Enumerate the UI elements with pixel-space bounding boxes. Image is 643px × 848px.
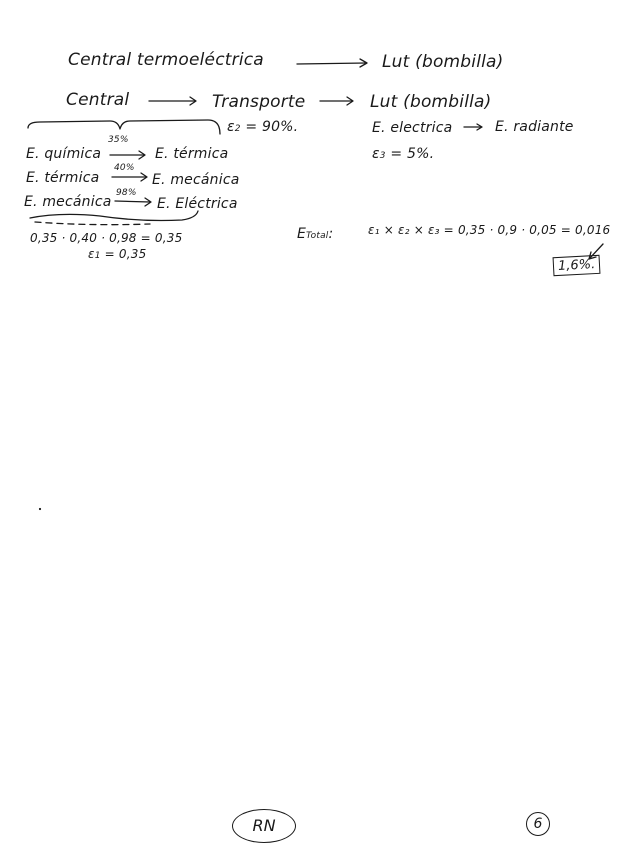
total-expression: ε₁ × ε₂ × ε₃ = 0,35 · 0,9 · 0,05 = 0,016 <box>368 223 611 237</box>
chain-row1-to: E. térmica <box>155 146 229 162</box>
chain-row1-from: E. química <box>26 146 102 162</box>
epsilon1-symbol: ε <box>88 247 95 261</box>
chain-row3-to: E. Eléctrica <box>157 196 238 212</box>
epsilon2-sub: 2 <box>234 124 241 134</box>
epsilon1-value: = 0,35 <box>104 247 147 261</box>
epsilon3-value: = 5%. <box>390 146 435 162</box>
line2-middle: Transporte <box>212 92 306 112</box>
brace-central <box>28 120 220 134</box>
product-line: 0,35 · 0,40 · 0,98 = 0,35 <box>30 231 183 245</box>
initials-signature: RN <box>232 809 296 843</box>
line1-left: Central termoeléctrica <box>68 50 264 70</box>
chain-row1-pct: 35% <box>108 135 129 145</box>
dashed-underline <box>35 222 150 225</box>
arrow-chain-row2 <box>112 173 147 181</box>
e3-chain-to: E. radiante <box>495 119 574 135</box>
chain-row2-from: E. térmica <box>26 170 100 186</box>
brace-chain <box>30 211 198 221</box>
epsilon3-sub: 3 <box>379 151 386 161</box>
arrow-radiante <box>464 124 482 130</box>
chain-row2-pct: 40% <box>114 163 135 173</box>
epsilon1-sub: 1 <box>94 251 101 261</box>
chain-row2-to: E. mecánica <box>152 172 240 188</box>
line2-right: Lut (bombilla) <box>370 92 492 112</box>
arrow-chain-row1 <box>110 151 145 159</box>
line2-left: Central <box>66 90 130 110</box>
arrow-line1 <box>297 59 367 67</box>
chain-row3-from: E. mecánica <box>24 194 112 210</box>
page-number: 6 <box>526 812 550 836</box>
e3-chain-from: E. electrica <box>372 120 453 136</box>
total-eq: : <box>328 226 334 242</box>
chain-row3-pct: 98% <box>116 188 137 198</box>
stray-dot <box>39 508 41 510</box>
arrow-line2-b <box>320 97 353 105</box>
arrow-chain-row3 <box>115 198 151 206</box>
epsilon3-symbol: ε <box>372 146 380 162</box>
epsilon2-value: = 90%. <box>245 119 299 135</box>
total-symbol: E <box>297 226 307 242</box>
line1-right: Lut (bombilla) <box>382 52 504 72</box>
total-sub: Total <box>306 231 329 241</box>
epsilon2-symbol: ε <box>227 119 235 135</box>
arrow-line2-a <box>149 97 196 105</box>
total-result-box: 1,6%. <box>553 255 601 276</box>
arrow-result <box>589 244 603 259</box>
